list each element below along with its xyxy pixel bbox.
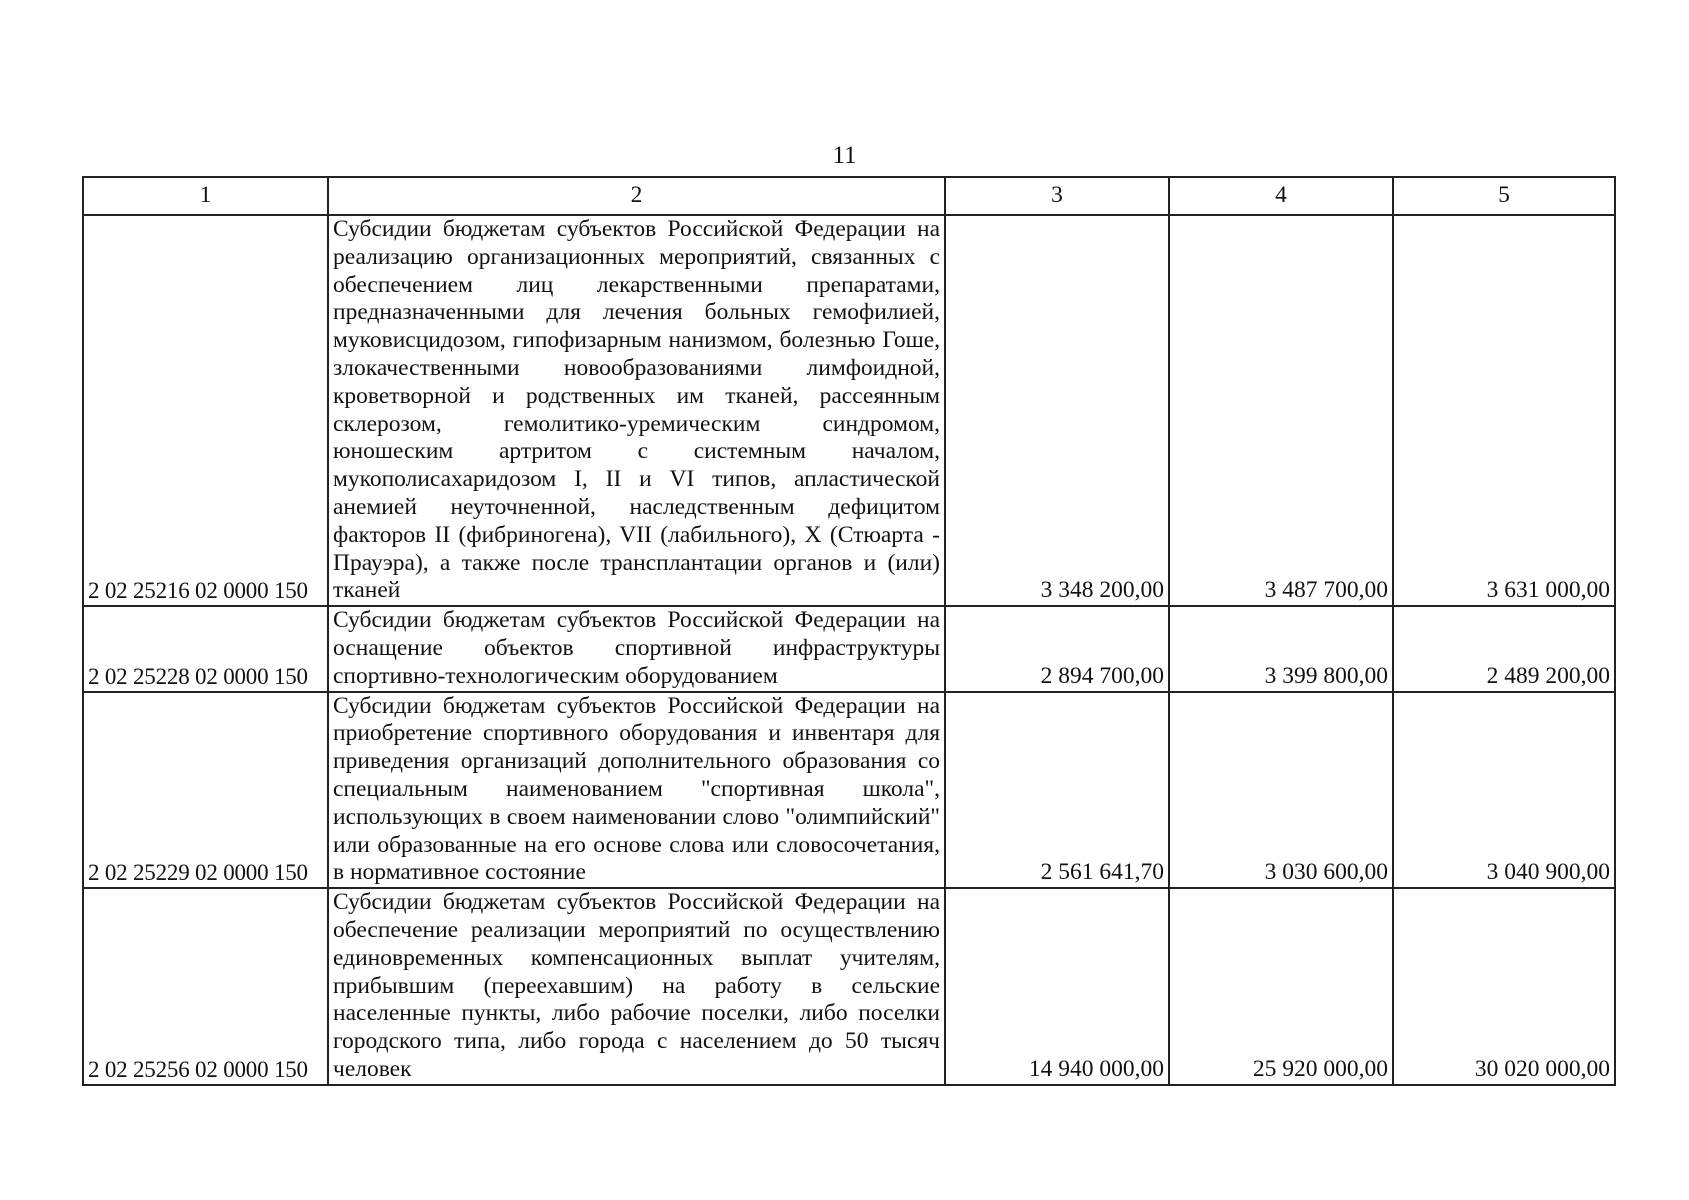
amount-column-4: 3 399 800,00 — [1169, 606, 1393, 691]
amount-column-4: 25 920 000,00 — [1169, 888, 1393, 1085]
amount-column-3: 3 348 200,00 — [945, 215, 1169, 606]
table-row — [83, 692, 1615, 889]
column-header-1: 1 — [83, 177, 328, 215]
column-header-2: 2 — [328, 177, 945, 215]
amount-column-5: 30 020 000,00 — [1393, 888, 1615, 1085]
amount-column-5: 3 631 000,00 — [1393, 215, 1615, 606]
subsidy-description: Субсидии бюджетам субъектов Российской Федерации на обеспечение реализации мероприятий по осуществлению единовременных компенсационных выплат учителям, прибывшим (переехавшим) на работу в сельские населенные пункты, либо рабочие поселки, либо поселки городского типа, либо города с населением до 50 тысяч человек — [328, 888, 945, 1085]
amount-column-3: 2 561 641,70 — [945, 692, 1169, 889]
amount-column-4: 3 030 600,00 — [1169, 692, 1393, 889]
table-header-row — [83, 177, 1615, 215]
amount-column-4: 3 487 700,00 — [1169, 215, 1393, 606]
table-row — [83, 606, 1615, 691]
budget-code: 2 02 25256 02 0000 150 — [83, 888, 328, 1085]
budget-table — [82, 176, 1616, 1086]
column-header-3: 3 — [945, 177, 1169, 215]
amount-column-5: 3 040 900,00 — [1393, 692, 1615, 889]
table-row — [83, 888, 1615, 1085]
amount-column-3: 2 894 700,00 — [945, 606, 1169, 691]
table-row — [83, 215, 1615, 606]
subsidy-description: Субсидии бюджетам субъектов Российской Федерации на приобретение спортивного оборудования и инвентаря для приведения организаций дополнительного образования со специальным наименованием "спортивная школа", использующих в своем наименовании слово "олимпийский" или образованные на его основе слова или словосочетания, в нормативное состояние — [328, 692, 945, 889]
budget-code: 2 02 25229 02 0000 150 — [83, 692, 328, 889]
amount-column-3: 14 940 000,00 — [945, 888, 1169, 1085]
column-header-4: 4 — [1169, 177, 1393, 215]
budget-code: 2 02 25228 02 0000 150 — [83, 606, 328, 691]
subsidy-description: Субсидии бюджетам субъектов Российской Федерации на оснащение объектов спортивной инфраструктуры спортивно-технологическим оборудованием — [328, 606, 945, 691]
column-header-5: 5 — [1393, 177, 1615, 215]
amount-column-5: 2 489 200,00 — [1393, 606, 1615, 691]
page-number: 11 — [832, 142, 857, 169]
subsidy-description: Субсидии бюджетам субъектов Российской Федерации на реализацию организационных мероприятий, связанных с обеспечением лиц лекарственными препаратами, предназначенными для лечения больных гемофилией, муковисцидозом, гипофизарным нанизмом, болезнью Гоше, злокачественными новообразованиями лимфоидной, кроветворной и родственных им тканей, рассеянным склерозом, гемолитико-уремическим синдромом, юношеским артритом с системным началом, мукополисахаридозом I, II и VI типов, апластической анемией неуточненной, наследственным дефицитом факторов II (фибриногена), VII (лабильного), X (Стюарта - Прауэра), а также после трансплантации органов и (или) тканей — [328, 215, 945, 606]
budget-code: 2 02 25216 02 0000 150 — [83, 215, 328, 606]
